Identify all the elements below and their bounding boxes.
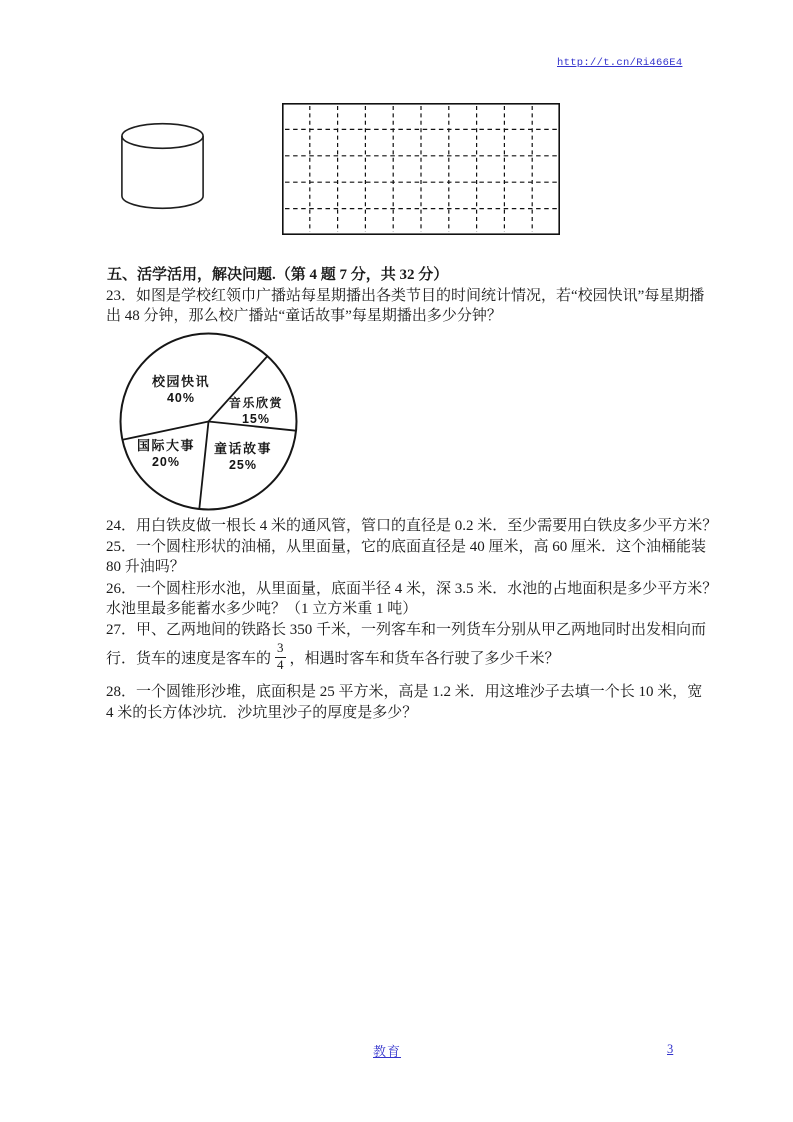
fraction-denominator: 4 (277, 657, 284, 672)
pie-label-fairy-tales-pct: 25% (228, 458, 258, 472)
question-23-line2: 出 48 分钟，那么校广播站“童话故事”每星期播出多少分钟？ (106, 308, 502, 324)
pie-label-campus-news-name: 校园快讯 (151, 374, 210, 389)
question-27-line2 (106, 640, 560, 674)
question-25-line2: 80 升油吗？ (106, 559, 185, 575)
fraction-three-quarters (275, 641, 286, 673)
pie-label-music-name: 音乐欣赏 (228, 396, 283, 410)
question-26-line1: 26．一个圆柱形水池，从里面量，底面半径 4 米，深 3.5 米．水池的占地面积是多少平方米？ (106, 581, 718, 597)
question-26-line2: 水池里最多能蓄水多少吨？（1 立方米重 1 吨） (106, 601, 418, 617)
question-27-line2-before: 行．货车的速度是客车的 (106, 650, 272, 667)
pie-label-campus-news-pct: 40% (166, 391, 196, 405)
pie-label-world-events-pct: 20% (151, 455, 181, 469)
grid-lines (285, 106, 557, 232)
pie-label-world-events-name: 国际大事 (136, 438, 195, 453)
question-28-line1: 28．一个圆锥形沙堆，底面积是 25 平方米，高是 1.2 米．用这堆沙子去填一个长 10 米，宽 (106, 684, 703, 700)
question-27-line1: 27．甲、乙两地间的铁路长 350 千米，一列客车和一列货车分别从甲乙两地同时出发相向而 (106, 622, 707, 638)
cylinder-figure (120, 122, 205, 214)
question-24-line1: 24．用白铁皮做一根长 4 米的通风管，管口的直径是 0.2 米．至少需要用白铁皮多少平方米？ (106, 518, 718, 534)
question-25-line1: 25．一个圆柱形状的油桶，从里面量，它的底面直径是 40 厘米，高 60 厘米．这个油桶能装 (106, 539, 707, 555)
fraction-numerator: 3 (275, 641, 286, 657)
dashed-grid-figure (282, 103, 560, 235)
pie-label-music-pct: 15% (241, 412, 271, 426)
question-23-line1: 23．如图是学校红领巾广播站每星期播出各类节目的时间统计情况，若“校园快讯”每星期播 (106, 288, 705, 304)
pie-label-fairy-tales (183, 438, 303, 472)
section-heading: 五、活学活用，解决问题.（第 4 题 7 分，共 32 分） (107, 267, 449, 283)
pie-label-music (206, 394, 306, 426)
footer-page-number[interactable]: 3 (667, 1042, 674, 1056)
pie-label-fairy-tales-name: 童话故事 (213, 441, 272, 456)
footer-site-link[interactable]: 教育 (373, 1044, 402, 1059)
question-27-line2-after: ，相遇时客车和货车各行驶了多少千米？ (289, 650, 560, 667)
question-28-line2: 4 米的长方体沙坑．沙坑里沙子的厚度是多少？ (106, 705, 418, 721)
source-url-link[interactable]: http://t.cn/Ri466E4 (557, 57, 683, 69)
